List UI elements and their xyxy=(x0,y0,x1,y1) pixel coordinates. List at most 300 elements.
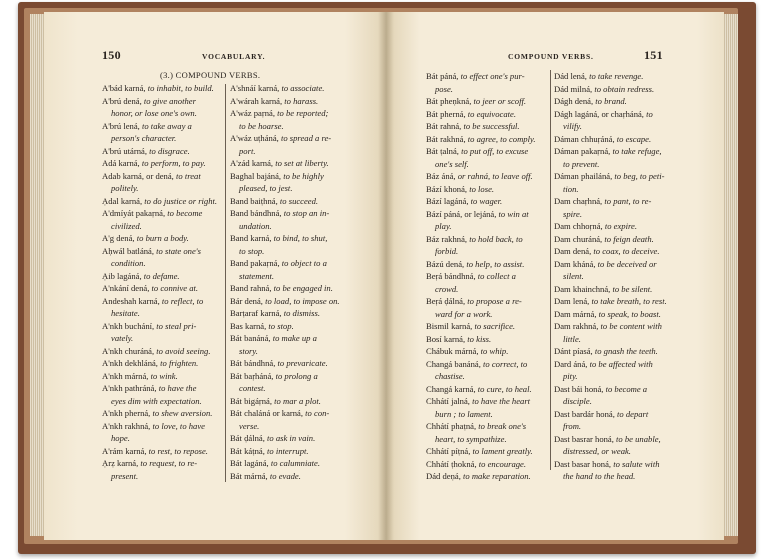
entry-continuation xyxy=(554,270,680,283)
vocab-entry xyxy=(554,83,680,96)
entry-headword: Bát pheṇkná, xyxy=(426,96,474,106)
entry-continuation xyxy=(102,132,224,145)
entry-gloss: undation. xyxy=(239,220,272,231)
entry-gloss: to calumniate. xyxy=(270,458,320,468)
column-rule xyxy=(550,70,551,470)
entry-continuation xyxy=(426,158,548,171)
entry-headword: A'wáz paṛná, xyxy=(230,108,278,118)
vocab-entry xyxy=(102,157,224,170)
entry-gloss: to make up a xyxy=(272,333,317,343)
entry-headword: Dast basrar honá, xyxy=(554,433,617,444)
vocab-entry xyxy=(554,108,680,121)
vocab-entry xyxy=(102,382,224,395)
vocab-entry xyxy=(554,220,680,233)
entry-continuation xyxy=(230,270,352,283)
entry-headword: Dáman pakaṛná, xyxy=(554,146,613,156)
entry-gloss: to bind, to shut, xyxy=(273,233,328,243)
entry-headword: Bází páná, or lejáná, xyxy=(426,208,499,219)
vocab-entry xyxy=(102,232,224,245)
entry-gloss: to be successful. xyxy=(463,121,520,131)
entry-gloss: to succeed. xyxy=(279,195,319,206)
entry-headword: Bas karná, xyxy=(230,320,269,331)
vocab-entry xyxy=(230,357,352,370)
vocab-entry xyxy=(230,432,352,445)
page-edges-left xyxy=(30,14,44,536)
entry-continuation xyxy=(230,120,352,133)
vocab-entry xyxy=(230,370,352,383)
entry-gloss: to avoid seeing. xyxy=(156,345,211,356)
entry-gloss: to frighten. xyxy=(160,358,199,368)
entry-gloss: from. xyxy=(563,421,582,431)
vocab-entry xyxy=(426,470,548,483)
vocab-entry xyxy=(230,445,352,458)
vocab-entry xyxy=(554,95,680,108)
entry-headword: A'wárah karná, xyxy=(230,95,285,106)
entry-gloss: hope. xyxy=(111,433,130,443)
vocab-entry xyxy=(230,207,352,220)
vocab-entry xyxy=(554,345,680,358)
entry-gloss: to inhabit, to build. xyxy=(147,83,214,93)
entry-gloss: chastise. xyxy=(435,371,465,381)
entry-headword: Bát bándhná, xyxy=(230,358,278,368)
vocab-entry xyxy=(230,457,352,470)
entry-headword: Chhátí phaṭná, xyxy=(426,421,479,431)
entry-headword: Dánt píasá, xyxy=(554,346,595,356)
vocab-entry xyxy=(426,170,548,183)
vocab-entry xyxy=(102,120,224,133)
vocab-entry xyxy=(230,307,352,320)
entry-continuation xyxy=(554,183,680,196)
entry-headword: A'bád karná, xyxy=(102,83,148,93)
entry-gloss: to be deceived or xyxy=(597,258,657,269)
vocab-entry xyxy=(554,358,680,371)
entry-headword: A'g dená, xyxy=(102,233,137,243)
entry-gloss: to effect one's pur- xyxy=(460,71,525,81)
vocab-entry xyxy=(554,133,680,146)
entry-headword: Chhátí jalná, xyxy=(426,396,473,406)
vocab-entry xyxy=(102,195,224,208)
entry-gloss: present. xyxy=(111,470,139,481)
entry-gloss: to give another xyxy=(143,95,196,106)
entry-headword: A'rám karná, xyxy=(102,445,149,456)
entry-gloss: to correct, to xyxy=(483,358,528,369)
entry-gloss: to interrupt. xyxy=(267,445,309,456)
entry-continuation xyxy=(554,420,680,433)
entry-headword: Bát rakhná, xyxy=(426,133,468,144)
vocab-entry xyxy=(554,258,680,271)
vocab-entry xyxy=(426,458,548,471)
vocab-entry xyxy=(554,283,680,296)
vocab-entry xyxy=(230,470,352,483)
entry-continuation xyxy=(102,307,224,320)
entry-headword: Band pakaṛná, xyxy=(230,258,282,268)
entry-gloss: to love, to have xyxy=(152,420,205,431)
entry-headword: A'dmíyát pakaṛná, xyxy=(102,208,168,218)
entry-headword: Ạrẓ karná, xyxy=(102,458,141,468)
entry-continuation xyxy=(102,182,224,195)
entry-gloss: vilify. xyxy=(563,121,582,131)
vocab-entry xyxy=(426,95,548,108)
entry-gloss: crowd. xyxy=(435,283,459,294)
vocab-entry xyxy=(102,170,224,183)
entry-continuation xyxy=(426,408,548,421)
entry-gloss: to defame. xyxy=(143,270,180,281)
entry-gloss: to con- xyxy=(305,408,330,418)
entry-headword: Bází khoná, xyxy=(426,183,470,194)
vocab-entry xyxy=(426,258,548,271)
entry-gloss: to sacrifice. xyxy=(474,321,516,331)
entry-gloss: to escape. xyxy=(616,133,652,144)
entry-headword: Dam churáná, xyxy=(554,233,605,244)
entry-headword: A'nkh buchání, xyxy=(102,320,157,331)
vocab-entry xyxy=(230,332,352,345)
entry-headword: A'brú dená, xyxy=(102,95,144,106)
entry-gloss: distressed, or weak. xyxy=(563,446,631,456)
entry-gloss: to become xyxy=(167,208,203,218)
book-gutter xyxy=(378,12,394,540)
entry-gloss: to beg, to peti- xyxy=(614,171,665,181)
entry-headword: A'nkh márná, xyxy=(102,370,151,381)
vocab-entry xyxy=(230,257,352,270)
entry-headword: Bát banáná, xyxy=(230,333,273,343)
entry-gloss: to state one's xyxy=(156,245,201,256)
vocab-entry xyxy=(426,320,548,333)
entry-gloss: to feign death. xyxy=(604,233,654,244)
entry-gloss: to wager. xyxy=(470,196,503,206)
entry-headword: Changá banáná, xyxy=(426,358,484,369)
entry-headword: Band baiṭhná, xyxy=(230,195,280,206)
vocab-entry xyxy=(426,333,548,346)
vocab-entry xyxy=(554,170,680,183)
entry-gloss: disciple. xyxy=(563,396,592,406)
entry-gloss: play. xyxy=(435,221,452,231)
entry-gloss: or rahná, to leave off. xyxy=(457,171,533,181)
entry-continuation xyxy=(554,120,680,133)
vocab-entry xyxy=(102,457,224,470)
entry-gloss: to xyxy=(646,108,653,119)
vocab-entry xyxy=(230,407,352,420)
entry-gloss: to expire. xyxy=(604,221,637,231)
entry-headword: Dam chhoṛná, xyxy=(554,221,605,231)
vocab-entry xyxy=(426,345,548,358)
entry-gloss: to shew aversion. xyxy=(152,408,213,418)
entry-gloss: to take refuge, xyxy=(612,146,662,156)
entry-gloss: little. xyxy=(563,333,581,344)
entry-gloss: to gnash the teeth. xyxy=(594,346,658,356)
entry-gloss: the hand to the head. xyxy=(563,471,636,481)
entry-headword: Adab karná, or dená, xyxy=(102,170,176,181)
vocab-entry xyxy=(554,233,680,246)
entry-headword: A'brú utárná, xyxy=(102,145,150,156)
entry-gloss: to dismiss. xyxy=(283,308,320,318)
entry-gloss: eyes dim with expectation. xyxy=(111,395,202,406)
vocab-entry xyxy=(102,95,224,108)
vocab-entry xyxy=(426,420,548,433)
vocab-entry xyxy=(102,270,224,283)
entry-continuation xyxy=(554,208,680,221)
entry-headword: Báz rakhná, xyxy=(426,233,470,244)
entry-continuation xyxy=(230,345,352,358)
entry-gloss: to perform, to pay. xyxy=(141,158,206,168)
vocab-entry xyxy=(426,395,548,408)
entry-gloss: to request, to re- xyxy=(140,458,198,468)
entry-continuation xyxy=(426,220,548,233)
entry-headword: Dád milná, xyxy=(554,83,595,94)
entry-gloss: to collect a xyxy=(477,271,516,281)
entry-headword: Bát márná, xyxy=(230,470,270,481)
entry-headword: Dam kháná, xyxy=(554,258,598,269)
entry-gloss: to put off, to excuse xyxy=(461,146,529,156)
entry-headword: Bát páná, xyxy=(426,71,461,81)
vocab-entry xyxy=(230,107,352,120)
entry-gloss: to ask in vain. xyxy=(267,433,316,443)
entry-headword: Dam khainchná, xyxy=(554,283,613,294)
entry-gloss: one's self. xyxy=(435,158,469,169)
entry-gloss: to obtain redress. xyxy=(594,83,655,94)
entry-headword: Bát ḍálná, xyxy=(230,433,267,443)
entry-continuation xyxy=(554,333,680,346)
entry-headword: Chhátí ṭhokná, xyxy=(426,458,479,469)
vocab-entry xyxy=(230,282,352,295)
entry-gloss: to whip. xyxy=(480,346,509,356)
entry-continuation xyxy=(554,395,680,408)
entry-headword: Bosí karná, xyxy=(426,333,468,344)
vocab-entry xyxy=(230,82,352,95)
vocab-entry xyxy=(102,295,224,308)
entry-gloss: to be unable, xyxy=(616,433,661,444)
entry-gloss: hesitate. xyxy=(111,308,140,318)
entry-headword: Dast bardár honá, xyxy=(554,408,617,419)
vocab-entry xyxy=(230,295,352,308)
entry-headword: A'nkh dekhláná, xyxy=(102,358,161,368)
vocab-entry xyxy=(426,120,548,133)
section-title: (3.) COMPOUND VERBS. xyxy=(160,70,261,80)
vocab-entry xyxy=(102,245,224,258)
left-column-1 xyxy=(102,82,224,482)
entry-headword: Bát lagáná, xyxy=(230,458,271,468)
entry-gloss: to have the xyxy=(158,383,197,393)
entry-headword: A'nkání dená, xyxy=(102,283,152,293)
entry-headword: Dam lená, xyxy=(554,296,592,306)
vocab-entry xyxy=(554,433,680,446)
vocab-entry xyxy=(230,320,352,333)
entry-continuation xyxy=(554,470,680,483)
vocab-entry xyxy=(230,170,352,183)
entry-gloss: to salute with xyxy=(613,458,660,469)
vocab-entry xyxy=(554,145,680,158)
entry-continuation xyxy=(230,420,352,433)
vocab-entry xyxy=(554,245,680,258)
entry-headword: Band karná, xyxy=(230,233,274,243)
entry-continuation xyxy=(230,145,352,158)
entry-headword: Dam rakhná, xyxy=(554,321,601,331)
column-rule xyxy=(225,84,226,482)
vocab-entry xyxy=(426,445,548,458)
entry-headword: Barṭaraf karná, xyxy=(230,308,284,318)
entry-headword: Band rahná, xyxy=(230,283,274,293)
entry-gloss: civilized. xyxy=(111,220,142,231)
right-page xyxy=(386,12,724,540)
entry-gloss: to be engaged in. xyxy=(273,283,333,293)
vocab-entry xyxy=(230,132,352,145)
entry-headword: Chhátí píṭná, xyxy=(426,446,473,456)
entry-gloss: to stop. xyxy=(268,320,294,331)
entry-gloss: story. xyxy=(239,345,258,356)
entry-headword: A'nkh pathráná, xyxy=(102,383,159,393)
entry-continuation xyxy=(230,182,352,195)
right-column-1 xyxy=(426,70,548,483)
entry-headword: Bár dená, xyxy=(230,295,266,306)
vocab-entry xyxy=(230,232,352,245)
entry-gloss: to evade. xyxy=(269,470,301,481)
entry-headword: A'zád karná, xyxy=(230,158,276,168)
entry-gloss: to win at xyxy=(498,208,529,219)
entry-continuation xyxy=(426,283,548,296)
entry-gloss: to object to a xyxy=(281,258,327,268)
vocab-entry xyxy=(102,357,224,370)
vocab-entry xyxy=(426,108,548,121)
entry-headword: Dágh dená, xyxy=(554,96,596,106)
entry-gloss: spire. xyxy=(563,208,583,219)
entry-headword: Bát káṭná, xyxy=(230,445,267,456)
vocab-entry xyxy=(102,282,224,295)
entry-gloss: contest. xyxy=(239,383,266,393)
entry-gloss: to lose. xyxy=(469,183,495,194)
entry-headword: Dast basar honá, xyxy=(554,458,614,469)
vocab-entry xyxy=(102,420,224,433)
entry-gloss: to treat xyxy=(175,170,201,181)
entry-gloss: to stop an in- xyxy=(283,208,330,218)
entry-gloss: to take revenge. xyxy=(589,71,644,81)
entry-headword: Dam chaṛhná, xyxy=(554,196,605,206)
entry-headword: A'nkh rakhná, xyxy=(102,420,153,431)
entry-gloss: to kiss. xyxy=(467,333,492,344)
entry-gloss: to brand. xyxy=(595,96,627,106)
entry-gloss: to be silent. xyxy=(612,283,653,294)
entry-headword: Andeshah karná, xyxy=(102,295,162,306)
vocab-entry xyxy=(426,233,548,246)
vocab-entry xyxy=(426,145,548,158)
entry-headword: A'nkh churáná, xyxy=(102,345,157,356)
entry-continuation xyxy=(102,332,224,345)
entry-headword: Báz áná, xyxy=(426,171,458,181)
entry-gloss: silent. xyxy=(563,271,584,281)
entry-gloss: pose. xyxy=(435,83,453,94)
left-page xyxy=(44,12,386,540)
entry-continuation xyxy=(102,432,224,445)
entry-headword: Bát pherná, xyxy=(426,108,468,119)
vocab-entry xyxy=(426,70,548,83)
entry-headword: Dád deṇá, xyxy=(426,471,463,481)
entry-gloss: to pant, to re- xyxy=(604,196,652,206)
entry-gloss: to be affected with xyxy=(589,358,653,369)
entry-continuation xyxy=(426,83,548,96)
entry-headword: Dam márná, xyxy=(554,308,599,319)
entry-gloss: pity. xyxy=(563,371,578,381)
entry-headword: Ạib lagáná, xyxy=(102,270,144,281)
vocab-entry xyxy=(426,358,548,371)
vocab-entry xyxy=(426,295,548,308)
entry-continuation xyxy=(554,445,680,458)
vocab-entry xyxy=(554,408,680,421)
entry-headword: Bát bigáṛná, xyxy=(230,395,275,406)
entry-headword: Bismil karná, xyxy=(426,321,475,331)
entry-continuation xyxy=(102,395,224,408)
vocab-entry xyxy=(554,320,680,333)
entry-gloss: forbid. xyxy=(435,246,459,256)
entry-headword: Chábuk márná, xyxy=(426,346,481,356)
entry-gloss: tion. xyxy=(563,183,579,194)
vocab-entry xyxy=(230,157,352,170)
entry-headword: A'shnáí karná, xyxy=(230,83,282,93)
entry-gloss: to propose a re- xyxy=(467,296,522,306)
entry-headword: Bází lagáná, xyxy=(426,196,471,206)
entry-gloss: to have the heart xyxy=(472,396,531,406)
entry-headword: Bát baṛháná, xyxy=(230,370,276,381)
entry-gloss: to mar a plot. xyxy=(274,395,321,406)
vocab-entry xyxy=(554,70,680,83)
vocab-entry xyxy=(102,445,224,458)
entry-continuation xyxy=(426,433,548,446)
entry-gloss: to coax, to deceive. xyxy=(593,246,660,256)
entry-gloss: to be content with xyxy=(600,321,662,331)
entry-gloss: to equivocate. xyxy=(467,108,516,119)
entry-headword: A'wáz uṭháná, xyxy=(230,133,281,143)
entry-gloss: to prevaricate. xyxy=(277,358,328,368)
entry-gloss: to be highly xyxy=(283,170,324,181)
entry-gloss: to prolong a xyxy=(275,370,318,381)
entry-gloss: to burn a body. xyxy=(136,233,189,243)
entry-gloss: to become a xyxy=(605,383,648,394)
entry-continuation xyxy=(102,257,224,270)
entry-gloss: pleased, to jest. xyxy=(239,183,293,193)
entry-gloss: to stop. xyxy=(239,245,265,256)
entry-gloss: to jeer or scoff. xyxy=(473,96,527,106)
entry-continuation xyxy=(230,220,352,233)
vocab-entry xyxy=(230,95,352,108)
entry-gloss: statement. xyxy=(239,270,275,281)
entry-continuation xyxy=(230,245,352,258)
page-number: 150 xyxy=(102,48,121,62)
vocab-entry xyxy=(102,407,224,420)
page-number: 151 xyxy=(644,48,663,62)
entry-continuation xyxy=(102,107,224,120)
entry-gloss: to reflect, to xyxy=(161,295,204,306)
vocab-entry xyxy=(554,308,680,321)
vocab-entry xyxy=(554,458,680,471)
running-head: COMPOUND VERBS. xyxy=(508,52,594,61)
entry-headword: Aḥwál batláná, xyxy=(102,245,157,256)
vocab-entry xyxy=(554,383,680,396)
vocab-entry xyxy=(554,295,680,308)
entry-headword: Baghal bajáná, xyxy=(230,170,284,181)
entry-gloss: person's character. xyxy=(111,133,177,143)
entry-gloss: vately. xyxy=(111,333,134,343)
entry-headword: Beṛá bándhná, xyxy=(426,271,478,281)
entry-headword: Changá karná, xyxy=(426,383,478,394)
vocab-entry xyxy=(230,195,352,208)
vocab-entry xyxy=(102,345,224,358)
entry-headword: Bázú dená, xyxy=(426,258,467,269)
entry-gloss: ward for a work. xyxy=(435,308,493,319)
entry-continuation xyxy=(102,470,224,483)
entry-gloss: to spread a re- xyxy=(280,133,332,143)
entry-headword: Beṛá ḍálná, xyxy=(426,296,468,306)
entry-headword: Band bándhná, xyxy=(230,208,284,218)
right-column-2 xyxy=(554,70,680,483)
entry-gloss: to speak, to boast. xyxy=(598,308,661,319)
entry-gloss: to help, to assist. xyxy=(466,258,525,269)
